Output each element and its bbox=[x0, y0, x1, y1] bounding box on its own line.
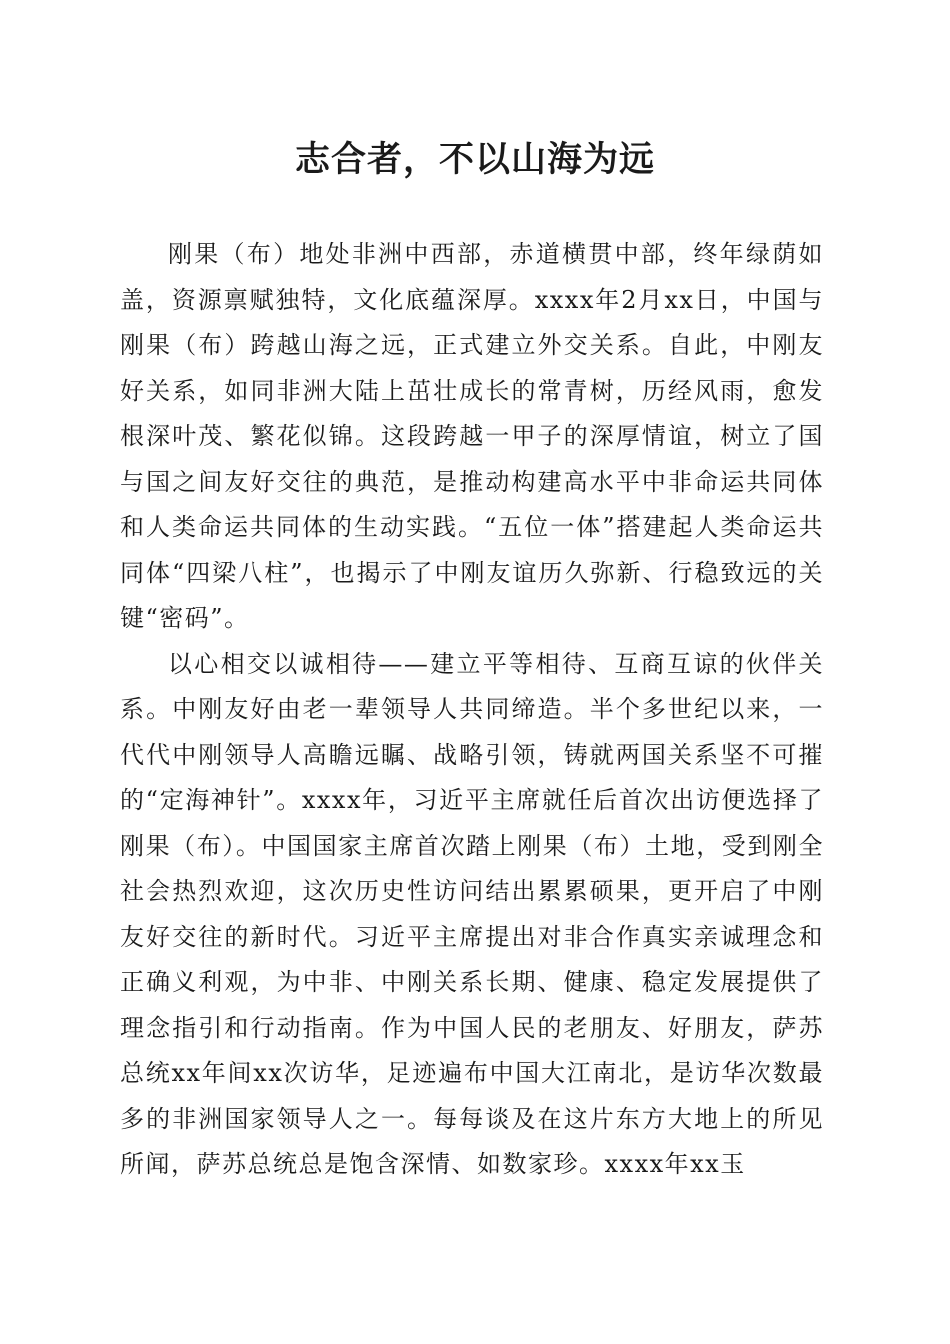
document-title: 志合者，不以山海为远 bbox=[294, 139, 655, 180]
paragraph-partnership: 以心相交以诚相待——建立平等相待、互商互谅的伙伴关系。中刚友好由老一辈领导人共同缔造。半个多世纪以来，一代代中刚领导人高瞻远瞩、战略引领，铸就两国关系坚不可摧的“定海神针”。xxxx年，习近平主席就任后首次出访便选择了刚果（布）。中国国家主席首次踏上刚果（布）土地，受到刚全社会热烈欢迎，这次历史性访问结出累累硕果，更开启了中刚友好交往的新时代。习近平主席提出对非合作真实亲诚理念和正确义利观，为中非、中刚关系长期、健康、稳定发展提供了理念指引和行动指南。作为中国人民的老朋友、好朋友，萨苏总统xx年间xx次访华，足迹遍布中国大江南北，是访华次数最多的非洲国家领导人之一。每每谈及在这片东方大地上的所见所闻，萨苏总统总是饱含深情、如数家珍。xxxx年xx玉 bbox=[120, 649, 824, 1178]
document-body bbox=[120, 232, 824, 1188]
paragraph-intro: 刚果（布）地处非洲中西部，赤道横贯中部，终年绿荫如盖，资源禀赋独特，文化底蕴深厚。xxxx年2月xx日，中国与刚果（布）跨越山海之远，正式建立外交关系。自此，中刚友好关系，如同非洲大陆上茁壮成长的常青树，历经风雨，愈发根深叶茂、繁花似锦。这段跨越一甲子的深厚情谊，树立了国与国之间友好交往的典范，是推动构建高水平中非命运共同体和人类命运共同体的生动实践。“五位一体”搭建起人类命运共同体“四梁八柱”，也揭示了中刚友谊历久弥新、行稳致远的关键“密码”。 bbox=[120, 240, 824, 632]
